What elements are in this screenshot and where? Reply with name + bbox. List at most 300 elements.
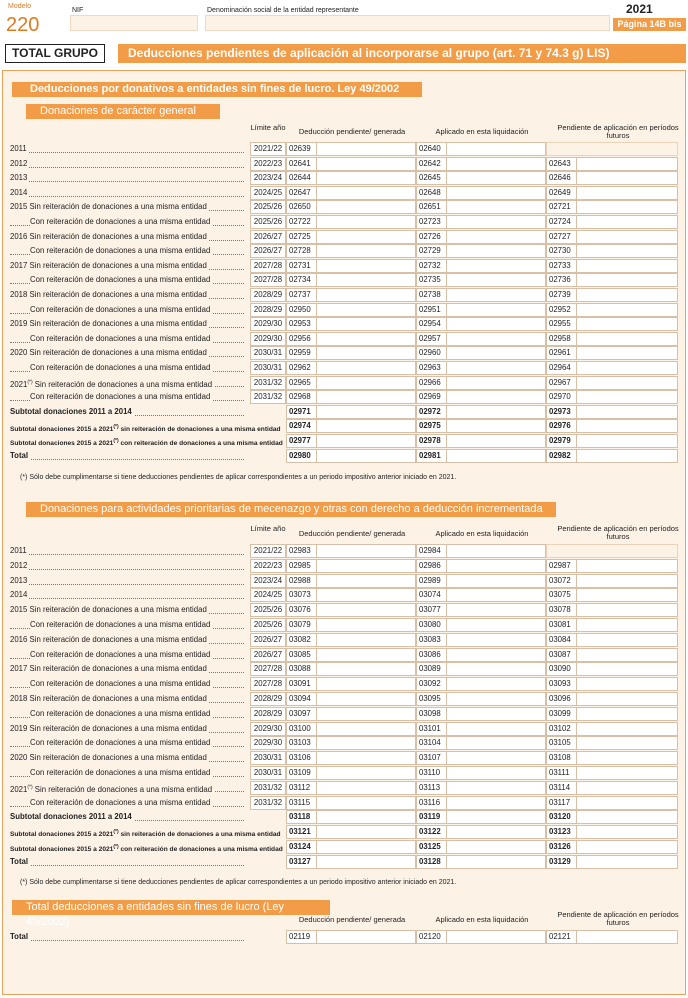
deduccion-input[interactable] xyxy=(316,692,416,706)
deduccion-input[interactable] xyxy=(316,259,416,273)
deduccion-input[interactable] xyxy=(316,810,416,824)
field-code: 02968 xyxy=(286,390,316,404)
section-title: Deducciones por donativos a entidades sin fines de lucro. Ley 49/2002 xyxy=(12,82,422,97)
aplicado-input[interactable] xyxy=(446,332,546,346)
aplicado-input[interactable] xyxy=(446,707,546,721)
aplicado-input[interactable] xyxy=(446,405,546,419)
table-row xyxy=(0,930,688,944)
row-label xyxy=(10,187,246,199)
deduccion-input[interactable] xyxy=(316,405,416,419)
deduccion-input[interactable] xyxy=(316,317,416,331)
deduccion-input[interactable] xyxy=(316,186,416,200)
table-row xyxy=(0,303,688,317)
page-label: Página 14B bis xyxy=(613,18,686,31)
deduccion-input[interactable] xyxy=(316,361,416,375)
deduccion-input[interactable] xyxy=(316,419,416,433)
deduccion-input[interactable] xyxy=(316,273,416,287)
field-code: 03109 xyxy=(286,766,316,780)
row-label xyxy=(10,560,246,572)
field-code: 02728 xyxy=(286,244,316,258)
field-code: 02957 xyxy=(416,332,446,346)
col-header-deduccion: Deducción pendiente/ generada xyxy=(298,127,406,136)
limit-year: 2026/27 xyxy=(250,244,286,258)
limit-year: 2027/28 xyxy=(250,259,286,273)
limit-year: 2026/27 xyxy=(250,230,286,244)
limit-year: 2023/24 xyxy=(250,574,286,588)
field-code: 02987 xyxy=(546,559,576,573)
row-label-text: Total xyxy=(10,856,29,866)
deduccion-input[interactable] xyxy=(316,200,416,214)
aplicado-input[interactable] xyxy=(446,692,546,706)
field-code: 03096 xyxy=(546,692,576,706)
table-row xyxy=(0,200,688,214)
field-code: 02120 xyxy=(416,930,446,944)
table-row xyxy=(0,186,688,200)
table-row xyxy=(0,346,688,360)
pendiente-input[interactable] xyxy=(576,288,678,302)
field-code: 02953 xyxy=(286,317,316,331)
deduccion-input[interactable] xyxy=(316,707,416,721)
aplicado-input[interactable] xyxy=(446,449,546,463)
denominacion-label: Denominación social de la entidad representante xyxy=(207,7,359,14)
pendiente-input[interactable] xyxy=(576,346,678,360)
field-code: 02979 xyxy=(546,434,576,448)
col-header-aplicado: Aplicado en esta liquidación xyxy=(435,529,529,538)
row-label-text: 2014 xyxy=(10,590,28,600)
table-row xyxy=(0,434,688,448)
pendiente-input[interactable] xyxy=(576,722,678,736)
aplicado-input[interactable] xyxy=(446,603,546,617)
footnote-mark: (*) xyxy=(27,784,33,791)
col-header-limite: Límite año xyxy=(250,524,286,533)
aplicado-input[interactable] xyxy=(446,157,546,171)
pendiente-input[interactable] xyxy=(576,405,678,419)
deduccion-input[interactable] xyxy=(316,588,416,602)
pendiente-input[interactable] xyxy=(576,303,678,317)
aplicado-input[interactable] xyxy=(446,215,546,229)
aplicado-input[interactable] xyxy=(446,273,546,287)
aplicado-input[interactable] xyxy=(446,142,546,156)
aplicado-input[interactable] xyxy=(446,244,546,258)
deduccion-input[interactable] xyxy=(316,603,416,617)
row-label xyxy=(10,811,246,823)
pendiente-input[interactable] xyxy=(576,449,678,463)
field-code: 02648 xyxy=(416,186,446,200)
table-row xyxy=(0,171,688,185)
pendiente-input[interactable] xyxy=(576,810,678,824)
field-code: 02964 xyxy=(546,361,576,375)
deduccion-input[interactable] xyxy=(316,722,416,736)
deduccion-input[interactable] xyxy=(316,288,416,302)
deduccion-input[interactable] xyxy=(316,855,416,869)
pendiente-input[interactable] xyxy=(576,434,678,448)
deduccion-input[interactable] xyxy=(316,618,416,632)
aplicado-input[interactable] xyxy=(446,361,546,375)
total-section-title: Total deducciones a entidades sin fines de lucro (Ley 49/2002) xyxy=(12,900,330,915)
row-label xyxy=(10,634,246,646)
pendiente-input[interactable] xyxy=(576,361,678,375)
row-label-text: Subtotal donaciones 2011 a 2014 xyxy=(10,812,132,822)
pendiente-input[interactable] xyxy=(576,559,678,573)
aplicado-input[interactable] xyxy=(446,648,546,662)
field-code: 02721 xyxy=(546,200,576,214)
row-label-text: 2011 xyxy=(10,144,27,153)
row-label-text: 2021 xyxy=(10,785,28,795)
row-label xyxy=(10,841,283,854)
field-code: 03078 xyxy=(546,603,576,617)
field-code: 03076 xyxy=(286,603,316,617)
row-label-text: 2018 Sin reiteración de donaciones a una misma entidad xyxy=(10,694,207,703)
field-code: 02729 xyxy=(416,244,446,258)
deduccion-input[interactable] xyxy=(316,662,416,676)
row-label: Total xyxy=(10,931,246,943)
pendiente-input[interactable] xyxy=(576,855,678,869)
pendiente-input[interactable] xyxy=(576,376,678,390)
deduccion-input[interactable] xyxy=(316,230,416,244)
pendiente-input[interactable] xyxy=(576,766,678,780)
limit-year: 2028/29 xyxy=(250,288,286,302)
deduccion-input[interactable] xyxy=(316,930,416,944)
pendiente-input[interactable] xyxy=(576,588,678,602)
pendiente-input[interactable] xyxy=(576,603,678,617)
field-code: 02981 xyxy=(416,449,446,463)
row-label-text: 2012 xyxy=(10,560,28,570)
row-label-text: 2015 Sin reiteración de donaciones a una misma entidad xyxy=(10,605,207,615)
field-code: 02739 xyxy=(546,288,576,302)
row-label xyxy=(10,435,283,448)
field-code: 02738 xyxy=(416,288,446,302)
field-code: 02737 xyxy=(286,288,316,302)
deduccion-input[interactable] xyxy=(316,574,416,588)
pendiente-input[interactable] xyxy=(576,781,678,795)
col-header-deduccion: Deducción pendiente/ generada xyxy=(298,915,406,924)
pendiente-input[interactable] xyxy=(576,796,678,810)
field-code: 02971 xyxy=(286,405,316,419)
table-row xyxy=(0,419,688,433)
row-label-suffix: sin reiteración de donaciones a una misma entidad xyxy=(118,831,281,839)
limit-year: 2030/31 xyxy=(250,361,286,375)
limit-year: 2027/28 xyxy=(250,677,286,691)
deduccion-input[interactable] xyxy=(316,332,416,346)
field-code: 02734 xyxy=(286,273,316,287)
row-label xyxy=(10,693,246,705)
deduccion-input[interactable] xyxy=(316,171,416,185)
row-label-text: Con reiteración de donaciones a una misma entidad xyxy=(30,392,211,402)
pendiente-input[interactable] xyxy=(576,390,678,404)
limit-year: 2028/29 xyxy=(250,692,286,706)
aplicado-input[interactable] xyxy=(446,200,546,214)
pendiente-input[interactable] xyxy=(576,618,678,632)
table-row xyxy=(0,766,688,780)
table-row xyxy=(0,722,688,736)
aplicado-input[interactable] xyxy=(446,346,546,360)
table-row xyxy=(0,855,688,869)
aplicado-input[interactable] xyxy=(446,230,546,244)
row-label-text: Subtotal donaciones 2015 a 2021 xyxy=(10,440,114,448)
field-code: 02733 xyxy=(546,259,576,273)
field-code: 02952 xyxy=(546,303,576,317)
row-label-text: 2016 Sin reiteración de donaciones a una misma entidad xyxy=(10,231,207,241)
row-label xyxy=(10,420,281,433)
row-label-text: Con reiteración de donaciones a una misma entidad xyxy=(30,768,211,777)
deduccion-input[interactable] xyxy=(316,434,416,448)
aplicado-input[interactable] xyxy=(446,781,546,795)
field-code: 02954 xyxy=(416,317,446,331)
pendiente-input[interactable] xyxy=(576,692,678,706)
field-code: 02955 xyxy=(546,317,576,331)
table-row xyxy=(0,544,688,558)
pendiente-input[interactable] xyxy=(576,332,678,346)
deduccion-input[interactable] xyxy=(316,751,416,765)
field-code: 03095 xyxy=(416,692,446,706)
row-label-text: Con reiteración de donaciones a una misma entidad xyxy=(30,708,211,718)
field-code: 02641 xyxy=(286,157,316,171)
pendiente-input[interactable] xyxy=(576,259,678,273)
aplicado-input[interactable] xyxy=(446,303,546,317)
table-row xyxy=(0,618,688,632)
deduccion-input[interactable] xyxy=(316,677,416,691)
deduccion-input[interactable] xyxy=(316,825,416,839)
deduccion-input[interactable] xyxy=(316,449,416,463)
main-title: Deducciones pendientes de aplicación al incorporarse al grupo (art. 71 y 74.3 g) LIS) xyxy=(118,44,686,63)
aplicado-input[interactable] xyxy=(446,317,546,331)
row-label xyxy=(10,347,246,359)
limit-year: 2021/22 xyxy=(250,142,286,156)
row-label-text: 2020 Sin reiteración de donaciones a una misma entidad xyxy=(10,753,207,763)
field-code: 03074 xyxy=(416,588,446,602)
aplicado-input[interactable] xyxy=(446,796,546,810)
deduccion-input[interactable] xyxy=(316,303,416,317)
deduccion-input[interactable] xyxy=(316,781,416,795)
footnote-mark: (*) xyxy=(113,829,119,836)
pendiente-input[interactable] xyxy=(576,751,678,765)
pendiente-input[interactable] xyxy=(576,200,678,214)
field-code: 03122 xyxy=(416,825,446,839)
table-row xyxy=(0,376,688,390)
pendiente-input[interactable] xyxy=(576,186,678,200)
row-label xyxy=(10,663,246,675)
aplicado-input[interactable] xyxy=(446,376,546,390)
pendiente-input[interactable] xyxy=(576,230,678,244)
row-label xyxy=(10,752,246,764)
field-code: 03090 xyxy=(546,662,576,676)
row-label xyxy=(10,391,246,403)
row-label xyxy=(10,406,246,418)
pendiente-input[interactable] xyxy=(576,662,678,676)
row-label xyxy=(10,723,246,735)
deduccion-input[interactable] xyxy=(316,559,416,573)
aplicado-input[interactable] xyxy=(446,544,546,558)
field-code: 03086 xyxy=(416,648,446,662)
row-label xyxy=(10,619,246,631)
field-code: 03116 xyxy=(416,796,446,810)
field-code: 03098 xyxy=(416,707,446,721)
field-code: 02725 xyxy=(286,230,316,244)
aplicado-input[interactable] xyxy=(446,662,546,676)
field-code: 03088 xyxy=(286,662,316,676)
limit-year: 2030/31 xyxy=(250,346,286,360)
field-code: 03120 xyxy=(546,810,576,824)
pendiente-input[interactable] xyxy=(576,244,678,258)
field-code: 03129 xyxy=(546,855,576,869)
pendiente-input[interactable] xyxy=(576,840,678,854)
pendiente-input[interactable] xyxy=(576,317,678,331)
table-row xyxy=(0,707,688,721)
field-code: 02731 xyxy=(286,259,316,273)
row-label-text: 2019 Sin reiteración de donaciones a una misma entidad xyxy=(10,723,207,733)
limit-year: 2025/26 xyxy=(250,200,286,214)
table-row xyxy=(0,559,688,573)
aplicado-input[interactable] xyxy=(446,855,546,869)
pendiente-input[interactable] xyxy=(576,574,678,588)
aplicado-input[interactable] xyxy=(446,419,546,433)
aplicado-input[interactable] xyxy=(446,588,546,602)
field-code: 03083 xyxy=(416,633,446,647)
aplicado-input[interactable] xyxy=(446,930,546,944)
field-code: 02645 xyxy=(416,171,446,185)
aplicado-input[interactable] xyxy=(446,722,546,736)
aplicado-input[interactable] xyxy=(446,186,546,200)
field-code: 02989 xyxy=(416,574,446,588)
denominacion-field[interactable] xyxy=(205,15,610,31)
row-label-text: Con reiteración de donaciones a una misma entidad xyxy=(30,333,211,343)
aplicado-input[interactable] xyxy=(446,559,546,573)
field-code: 03089 xyxy=(416,662,446,676)
field-code: 03101 xyxy=(416,722,446,736)
row-label-text: 2017 Sin reiteración de donaciones a una misma entidad xyxy=(10,664,207,674)
aplicado-input[interactable] xyxy=(446,810,546,824)
field-code: 02960 xyxy=(416,346,446,360)
aplicado-input[interactable] xyxy=(446,390,546,404)
limit-year: 2031/32 xyxy=(250,796,286,810)
table-row xyxy=(0,736,688,750)
field-code: 02639 xyxy=(286,142,316,156)
deduccion-input[interactable] xyxy=(316,633,416,647)
field-code: 03104 xyxy=(416,736,446,750)
table-row xyxy=(0,751,688,765)
field-code: 03128 xyxy=(416,855,446,869)
deduccion-input[interactable] xyxy=(316,766,416,780)
field-code: 02984 xyxy=(416,544,446,558)
limit-year: 2028/29 xyxy=(250,707,286,721)
field-code: 03113 xyxy=(416,781,446,795)
table-row xyxy=(0,157,688,171)
deduccion-input[interactable] xyxy=(316,142,416,156)
pendiente-input[interactable] xyxy=(576,633,678,647)
col-header-pendiente: Pendiente de aplicación en períodos futuros xyxy=(557,524,679,541)
aplicado-input[interactable] xyxy=(446,751,546,765)
field-code: 03112 xyxy=(286,781,316,795)
deduccion-input[interactable] xyxy=(316,736,416,750)
field-code: 02976 xyxy=(546,419,576,433)
row-label xyxy=(10,856,246,868)
aplicado-input[interactable] xyxy=(446,574,546,588)
aplicado-input[interactable] xyxy=(446,259,546,273)
row-label xyxy=(10,649,246,661)
pendiente-input[interactable] xyxy=(576,825,678,839)
field-code: 03093 xyxy=(546,677,576,691)
aplicado-input[interactable] xyxy=(446,171,546,185)
deduccion-input[interactable] xyxy=(316,840,416,854)
subsection-title-mecenazgo: Donaciones para actividades prioritarias de mecenazgo y otras con derecho a deducción incrementada xyxy=(26,502,556,517)
pendiente-input[interactable] xyxy=(576,930,678,944)
pendiente-input[interactable] xyxy=(576,273,678,287)
field-code: 03097 xyxy=(286,707,316,721)
deduccion-input[interactable] xyxy=(316,376,416,390)
aplicado-input[interactable] xyxy=(446,825,546,839)
aplicado-input[interactable] xyxy=(446,840,546,854)
aplicado-input[interactable] xyxy=(446,288,546,302)
col-header-pendiente: Pendiente de aplicación en períodos futuros xyxy=(557,910,679,927)
nif-field[interactable] xyxy=(70,15,198,31)
table-row xyxy=(0,810,688,824)
deduccion-input[interactable] xyxy=(316,796,416,810)
footnote-general: (*) Sólo debe cumplimentarse si tiene deducciones pendientes de aplicar correspondientes a un periodo impositivo anterior iniciado en 2021. xyxy=(20,474,457,481)
field-code: 02966 xyxy=(416,376,446,390)
row-label xyxy=(10,245,246,257)
field-code: 02726 xyxy=(416,230,446,244)
field-code: 02956 xyxy=(286,332,316,346)
deduccion-input[interactable] xyxy=(316,544,416,558)
field-code: 03084 xyxy=(546,633,576,647)
field-code: 02985 xyxy=(286,559,316,573)
field-code: 02723 xyxy=(416,215,446,229)
row-label xyxy=(10,589,246,601)
table-row xyxy=(0,574,688,588)
pendiente-input[interactable] xyxy=(576,648,678,662)
aplicado-input[interactable] xyxy=(446,633,546,647)
col-header-limite: Límite año xyxy=(250,123,286,132)
field-code: 03106 xyxy=(286,751,316,765)
aplicado-input[interactable] xyxy=(446,618,546,632)
pendiente-input[interactable] xyxy=(576,736,678,750)
row-label-text: Con reiteración de donaciones a una misma entidad xyxy=(30,217,211,226)
deduccion-input[interactable] xyxy=(316,244,416,258)
field-code: 02961 xyxy=(546,346,576,360)
pendiente-input[interactable] xyxy=(576,677,678,691)
deduccion-input[interactable] xyxy=(316,648,416,662)
limit-year: 2031/32 xyxy=(250,390,286,404)
deduccion-input[interactable] xyxy=(316,215,416,229)
aplicado-input[interactable] xyxy=(446,736,546,750)
row-label xyxy=(10,678,246,690)
aplicado-input[interactable] xyxy=(446,434,546,448)
field-code: 02644 xyxy=(286,171,316,185)
row-label-text: Con reiteración de donaciones a una misma entidad xyxy=(30,246,211,256)
deduccion-input[interactable] xyxy=(316,346,416,360)
aplicado-input[interactable] xyxy=(446,677,546,691)
aplicado-input[interactable] xyxy=(446,766,546,780)
row-label xyxy=(10,201,246,213)
pendiente-input[interactable] xyxy=(576,707,678,721)
deduccion-input[interactable] xyxy=(316,390,416,404)
row-label xyxy=(10,216,246,228)
table-row xyxy=(0,677,688,691)
field-code: 02735 xyxy=(416,273,446,287)
deduccion-input[interactable] xyxy=(316,157,416,171)
row-label xyxy=(10,575,246,587)
pendiente-input[interactable] xyxy=(576,171,678,185)
pendiente-input[interactable] xyxy=(576,157,678,171)
pendiente-input[interactable] xyxy=(576,419,678,433)
field-code: 03082 xyxy=(286,633,316,647)
row-label-suffix: con reiteración de donaciones a una misma entidad xyxy=(118,440,283,448)
row-label-text: Con reiteración de donaciones a una misma entidad xyxy=(30,679,211,689)
field-code: 02965 xyxy=(286,376,316,390)
pendiente-input[interactable] xyxy=(576,215,678,229)
field-code: 03079 xyxy=(286,618,316,632)
field-code: 02969 xyxy=(416,390,446,404)
